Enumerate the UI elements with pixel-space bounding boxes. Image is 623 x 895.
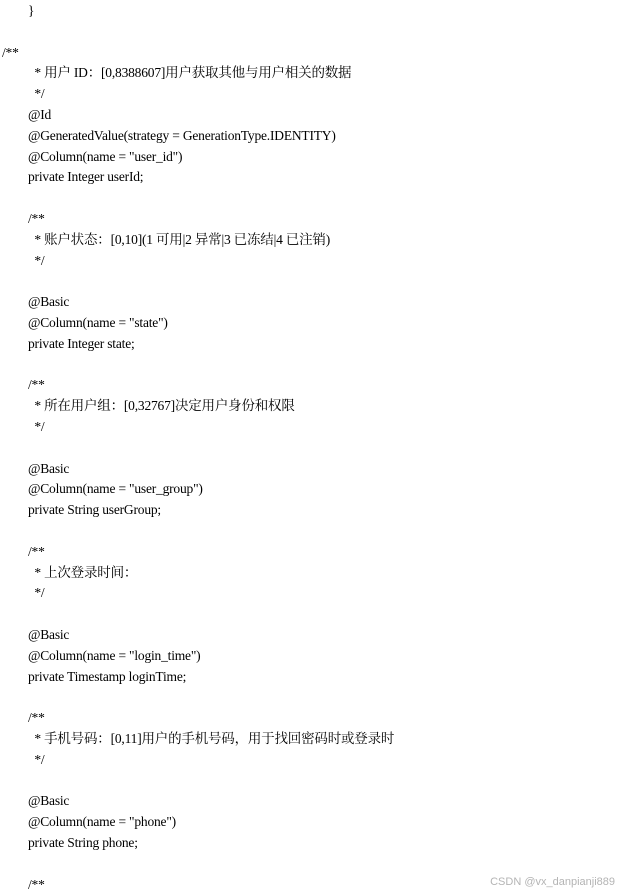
comment-line: * 账户状态：[0,10](1 可用|2 异常|3 已冻结|4 已注销) <box>28 231 330 247</box>
annotation-line: @Column(name = "phone") <box>28 814 176 830</box>
comment-line: */ <box>28 252 45 268</box>
watermark: CSDN @vx_danpianji889 <box>490 876 615 888</box>
blank-line <box>0 438 28 458</box>
comment-line: * 所在用户组：[0,32767]决定用户身份和权限 <box>28 398 295 414</box>
comment-line: /** <box>28 211 45 226</box>
annotation-line: @Column(name = "user_id") <box>28 148 183 164</box>
annotation-line: @Column(name = "login_time") <box>28 647 201 663</box>
blank-line <box>0 521 28 541</box>
annotation-line: @Column(name = "user_group") <box>28 481 203 497</box>
comment-line: /** <box>28 543 45 559</box>
comment-line: */ <box>28 86 45 102</box>
blank-line <box>0 355 28 375</box>
blank-line <box>0 271 28 291</box>
field-declaration-line: private Integer userId; <box>28 169 144 185</box>
annotation-line: @Basic <box>28 460 70 476</box>
field-declaration-line: private String userGroup; <box>28 502 161 518</box>
blank-line <box>0 854 28 874</box>
blank-line <box>0 604 28 624</box>
comment-line: */ <box>28 751 45 767</box>
blank-line <box>0 771 28 791</box>
annotation-line: @Basic <box>28 627 70 642</box>
blank-line <box>0 22 28 42</box>
annotation-line: @Id <box>28 107 52 122</box>
annotation-line: @Basic <box>28 294 70 310</box>
annotation-line: @Basic <box>28 793 70 809</box>
blank-line <box>0 188 28 208</box>
blank-line <box>0 687 28 707</box>
annotation-line: @Column(name = "state") <box>28 315 168 330</box>
comment-line: */ <box>28 585 45 601</box>
field-declaration-line: private String phone; <box>28 835 138 850</box>
comment-line: /** <box>28 377 45 393</box>
comment-line: /** <box>28 710 45 726</box>
field-declaration-line: private Integer state; <box>28 335 135 351</box>
field-declaration-line: private Timestamp loginTime; <box>28 668 187 684</box>
comment-line: /** <box>28 876 45 892</box>
annotation-line: @GeneratedValue(strategy = GenerationType.IDENTITY) <box>28 127 336 143</box>
comment-line: * 上次登录时间： <box>28 564 138 580</box>
comment-line: /** <box>2 44 19 60</box>
comment-line: * 用户 ID：[0,8388607]用户获取其他与用户相关的数据 <box>28 65 352 81</box>
comment-line: */ <box>28 419 45 434</box>
comment-line: * 手机号码：[0,11]用户的手机号码，用于找回密码时或登录时 <box>28 731 395 746</box>
closing-brace-line: } <box>28 3 35 18</box>
